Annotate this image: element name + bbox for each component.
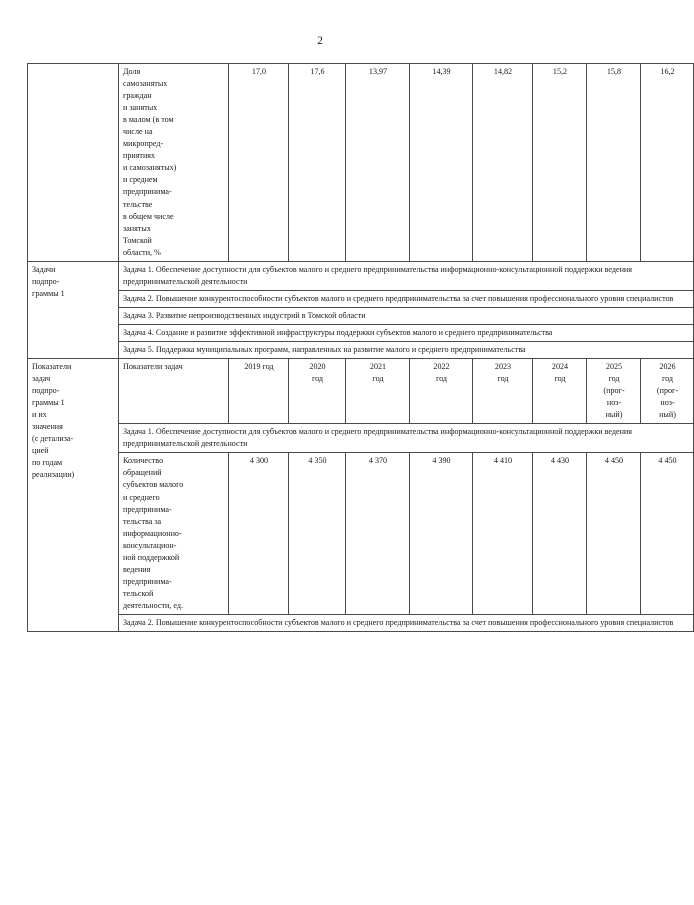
column-header-line: 2023 [494, 362, 512, 372]
table-row [28, 614, 694, 631]
column-header-line: год [661, 374, 674, 384]
metric-name-line: и среднего [123, 492, 160, 502]
indicators-label-line: по годам [32, 458, 63, 468]
indicator-value-2022: 14,39 [410, 64, 473, 262]
column-header-line: ный) [659, 410, 676, 420]
indicator-value-2023: 14,82 [473, 64, 533, 262]
metric-name-line: ведения [123, 564, 151, 574]
indicator-name-line: и самозанятых) [123, 163, 177, 173]
metric-value-2019: 4 300 [229, 453, 289, 615]
column-header-2019 [229, 359, 289, 424]
column-header-line: 2021 [369, 362, 387, 372]
tasks-label-line: Задачи [32, 264, 56, 274]
metric-value-2025: 4 450 [587, 453, 641, 615]
indicator-value-2025: 15,8 [587, 64, 641, 262]
metric-name-line: субъектов малого [123, 480, 184, 490]
column-header-line: год [497, 374, 509, 384]
metric-name-line: предпринима- [123, 504, 172, 514]
indicators-task2-banner: Задача 2. Повышение конкурентоспособности субъектов малого и среднего предпринимательства за счет повышения профессионального уровня специалистов [119, 614, 694, 631]
indicator-value-2024: 15,2 [533, 64, 587, 262]
table-row [28, 359, 694, 424]
indicator-name-line: тельстве [123, 199, 153, 209]
indicators-label-line: граммы 1 [32, 398, 65, 408]
column-header-2020-lines [293, 361, 342, 385]
indicators-task1-banner: Задача 1. Обеспечение доступности для субъектов малого и среднего предпринимательства информационно-консультационной поддержки ведения предпринимательской деятельности [119, 424, 694, 453]
column-header-line: 2025 [605, 362, 623, 372]
column-header-line: 2022 [433, 362, 450, 372]
column-header-line: год [311, 374, 324, 384]
table-row [28, 424, 694, 453]
column-header-line: год [554, 374, 566, 384]
tasks-label-line: граммы 1 [32, 288, 65, 298]
indicator-value-2021: 13,97 [346, 64, 410, 262]
column-header-2023-lines [477, 361, 529, 385]
column-header-2026 [641, 359, 694, 424]
indicator-name-cell [119, 64, 229, 262]
indicator-name-line: самозанятых [123, 79, 168, 89]
column-header-line: ноз- [606, 398, 622, 408]
indicator-name-line: микропред- [123, 139, 164, 149]
metric-name-line: Количество [123, 456, 164, 466]
table-row [28, 324, 694, 341]
column-header-indicator-name: Показатели задач [119, 359, 229, 424]
indicator-name-line: в малом (в том [123, 115, 174, 125]
metric-name-lines [123, 455, 225, 612]
tasks-section-label-lines [32, 264, 115, 300]
column-header-line: (прог- [656, 386, 679, 396]
column-header-line: 2019 год [244, 362, 274, 372]
indicators-label-line: реализации) [32, 470, 75, 480]
indicator-name-line: числе на [123, 127, 153, 137]
table-row [28, 341, 694, 358]
metric-name-line: обращений [123, 468, 162, 478]
column-header-line: ный) [605, 410, 623, 420]
column-header-line: год [372, 374, 384, 384]
task-item-3: Задача 3. Развитие непроизводственных индустрий в Томской области [119, 307, 694, 324]
tasks-label-line: подпро- [32, 276, 60, 286]
column-header-2024-lines [537, 361, 583, 385]
indicator-value-2020: 17,6 [289, 64, 346, 262]
metric-name-line: тельской [123, 588, 154, 598]
metric-name-line: предпринима- [123, 576, 172, 586]
column-header-2021-lines [350, 361, 406, 385]
column-header-line: 2026 [659, 362, 676, 372]
column-header-2025 [587, 359, 641, 424]
indicator-name-line: и среднем [123, 175, 158, 185]
column-header-line: год [435, 374, 448, 384]
indicator-name-line: приятиях [123, 151, 156, 161]
program-table [27, 63, 694, 632]
indicator-name-line: в общем числе [123, 211, 174, 221]
column-header-2022 [410, 359, 473, 424]
column-header-2024 [533, 359, 587, 424]
table-row [28, 307, 694, 324]
task-item-1: Задача 1. Обеспечение доступности для субъектов малого и среднего предпринимательства информационно-консультационной поддержки ведения предпринимательской деятельности [119, 261, 694, 290]
metric-value-2026: 4 450 [641, 453, 694, 615]
column-header-line: 2020 [309, 362, 326, 372]
indicators-label-line: (с детализа- [32, 434, 74, 444]
indicators-label-line: цией [32, 446, 49, 456]
column-header-line: год [608, 374, 620, 384]
metric-name-line: деятельности, ед. [123, 600, 184, 610]
table-row [28, 290, 694, 307]
indicator-name-line: граждан [123, 91, 152, 101]
metric-name-line: консультацион- [123, 540, 177, 550]
indicator-name-lines [123, 66, 225, 259]
column-header-2023 [473, 359, 533, 424]
tasks-section-label [28, 261, 119, 358]
indicators-label-line: задач [32, 374, 51, 384]
column-header-2020 [289, 359, 346, 424]
indicator-name-line: Доля [123, 67, 141, 76]
column-header-2019-lines [233, 361, 285, 373]
indicators-label-line: и их [32, 410, 47, 420]
task-item-5: Задача 5. Поддержка муниципальных программ, направленных на развитие малого и среднего предпринимательства [119, 341, 694, 358]
indicator-value-2019: 17,0 [229, 64, 289, 262]
column-header-2025-lines [591, 361, 637, 421]
metric-value-2023: 4 410 [473, 453, 533, 615]
task-item-4: Задача 4. Создание и развитие эффективной инфраструктуры поддержки субъектов малого и среднего предпринимательства [119, 324, 694, 341]
column-header-line: (прог- [603, 386, 625, 396]
table-row [28, 453, 694, 615]
row-left-label-empty [28, 64, 119, 262]
indicators-label-line: подпро- [32, 386, 60, 396]
indicators-label-line: значения [32, 422, 63, 432]
column-header-line: ноз- [660, 398, 675, 408]
column-header-2021 [346, 359, 410, 424]
page-number: 2 [317, 35, 323, 47]
metric-name-line: информационно- [123, 528, 182, 538]
metric-value-2020: 4 350 [289, 453, 346, 615]
table-row [28, 64, 694, 262]
metric-name-line: тельства за [123, 516, 162, 526]
column-header-2022-lines [414, 361, 469, 385]
metric-name-cell [119, 453, 229, 615]
indicator-name-line: Томской [123, 235, 152, 245]
indicators-label-line: Показатели [32, 362, 72, 372]
indicators-section-label-lines [32, 361, 115, 481]
table-row [28, 261, 694, 290]
column-header-2026-lines [645, 361, 690, 421]
column-header-line: 2024 [551, 362, 569, 372]
metric-value-2022: 4 390 [410, 453, 473, 615]
indicator-name-line: предпринима- [123, 187, 172, 197]
indicator-name-line: и занятых [123, 103, 158, 113]
metric-value-2021: 4 370 [346, 453, 410, 615]
metric-value-2024: 4 430 [533, 453, 587, 615]
indicator-name-line: области, % [123, 247, 161, 257]
indicator-name-line: занятых [123, 223, 151, 233]
indicator-value-2026: 16,2 [641, 64, 694, 262]
task-item-2: Задача 2. Повышение конкурентоспособности субъектов малого и среднего предпринимательства за счет повышения профессионального уровня специалистов [119, 290, 694, 307]
indicators-section-label [28, 359, 119, 632]
metric-name-line: ной поддержкой [123, 552, 180, 562]
